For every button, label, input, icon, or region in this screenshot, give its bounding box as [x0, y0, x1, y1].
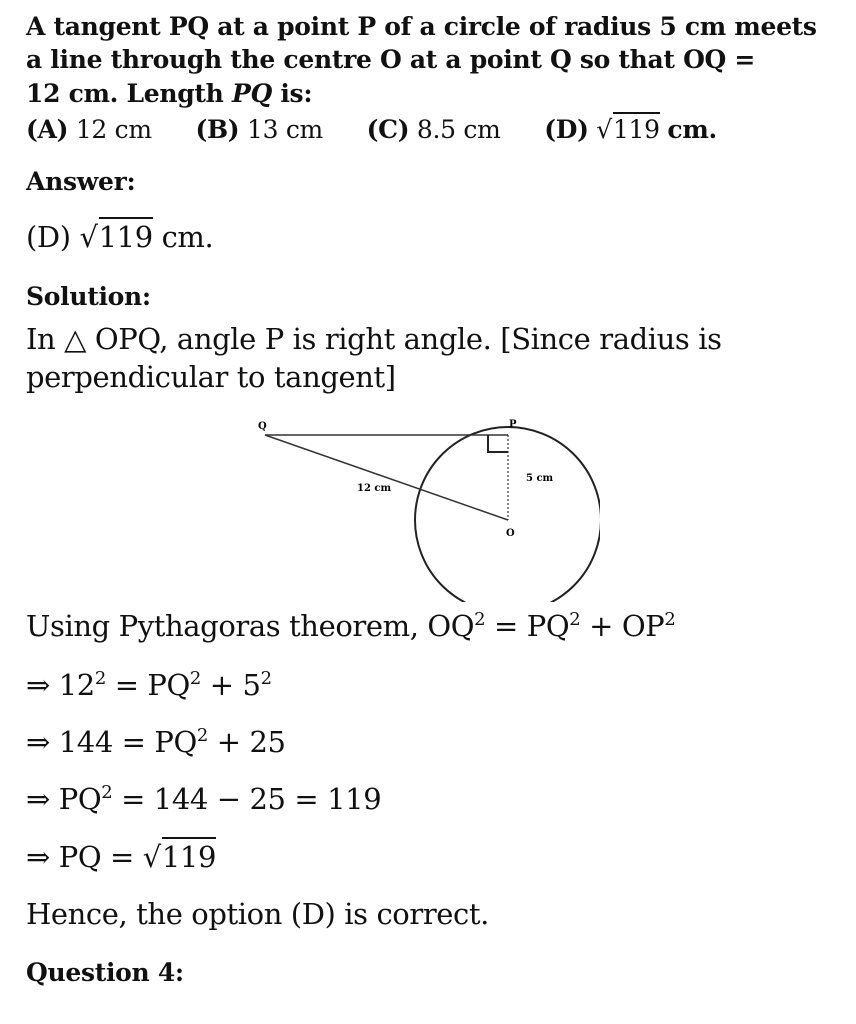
step-2-a: 12 — [58, 668, 95, 702]
conclusion: Hence, the option (D) is correct. — [26, 897, 489, 931]
step-3-pq: PQ — [154, 725, 197, 759]
exponent: 2 — [94, 667, 106, 689]
option-d-radical — [596, 115, 659, 144]
question-line-2: a line through the centre O at a point Q so that OQ = — [26, 45, 756, 74]
step-5 — [26, 840, 216, 874]
option-c-label: (C) — [366, 115, 410, 144]
exponent: 2 — [260, 667, 272, 689]
step-4-rest: = 144 − 25 = 119 — [112, 782, 382, 816]
step-1-pq: PQ — [526, 609, 570, 643]
step-4 — [26, 782, 381, 816]
step-5-sqrt-symbol: √ — [142, 840, 161, 874]
label-radius: 5 cm — [526, 473, 554, 484]
exponent: 2 — [569, 608, 581, 630]
implies-arrow: ⇒ — [26, 782, 59, 816]
label-o: O — [506, 528, 515, 539]
answer-radical — [80, 220, 153, 254]
option-b-text: 13 cm — [246, 115, 323, 144]
step-1-prefix: Using Pythagoras theorem, — [26, 609, 428, 643]
question-line-3-suffix: is: — [271, 79, 313, 108]
line-oq — [265, 435, 508, 520]
step-2-eq: = — [105, 668, 148, 702]
question-line-1: A tangent PQ at a point P of a circle of radius 5 cm meets — [26, 12, 817, 41]
step-2 — [26, 668, 272, 702]
solution-heading: Solution: — [26, 282, 151, 311]
option-d — [544, 115, 717, 144]
step-4-pq: PQ — [58, 782, 102, 816]
step-2-plus: + — [200, 668, 243, 702]
step-1-op: OP — [621, 609, 665, 643]
step-1-plus: + — [580, 609, 622, 643]
circle — [415, 427, 600, 602]
step-2-c: 5 — [242, 668, 261, 702]
option-c-text: 8.5 cm — [416, 115, 501, 144]
implies-arrow: ⇒ — [26, 668, 59, 702]
question-var-pq: PQ — [231, 79, 272, 108]
option-a-label: (A) — [26, 115, 69, 144]
option-a-text: 12 cm — [75, 115, 152, 144]
step-3-rest: + 25 — [207, 725, 286, 759]
question-line-3 — [26, 79, 312, 108]
exponent: 2 — [101, 781, 113, 803]
option-d-unit: cm. — [667, 115, 717, 144]
step-pythagoras — [26, 609, 675, 643]
answer-unit: cm. — [161, 220, 214, 254]
label-q: Q — [258, 421, 267, 432]
answer-sqrt-symbol: √ — [79, 220, 98, 254]
exponent: 2 — [196, 724, 208, 746]
exponent: 2 — [474, 608, 486, 630]
answer-value — [26, 220, 213, 254]
question-line-3-prefix: 12 cm. Length — [26, 79, 232, 108]
solution-text-line-1: In △ OPQ, angle P is right angle. [Since radius is — [26, 322, 722, 356]
exponent: 2 — [664, 608, 676, 630]
step-1-oq: OQ — [427, 609, 475, 643]
answer-label: (D) — [26, 220, 71, 254]
step-2-pq: PQ — [147, 668, 190, 702]
solution-text-line-2: perpendicular to tangent] — [26, 360, 396, 394]
step-5-radical — [143, 840, 216, 874]
step-5-prefix: ⇒ PQ = — [26, 840, 143, 874]
option-c — [367, 115, 501, 144]
exponent: 2 — [189, 667, 201, 689]
options-row — [26, 115, 717, 144]
step-1-eq: = — [485, 609, 527, 643]
right-angle-mark — [488, 435, 508, 452]
option-a — [26, 115, 152, 144]
step-5-radicand: 119 — [162, 837, 216, 874]
option-b-label: (B) — [195, 115, 240, 144]
option-d-sqrt-symbol: √ — [596, 115, 612, 144]
step-3 — [26, 725, 286, 759]
answer-radicand: 119 — [99, 217, 153, 254]
option-b — [195, 115, 323, 144]
label-p: P — [509, 419, 517, 430]
label-hypotenuse: 12 cm — [357, 483, 392, 494]
option-d-label: (D) — [544, 115, 589, 144]
next-question-heading: Question 4: — [26, 958, 184, 987]
tangent-circle-diagram — [240, 410, 600, 602]
option-d-radicand: 119 — [613, 112, 660, 144]
step-3-prefix: ⇒ 144 = — [26, 725, 155, 759]
answer-heading: Answer: — [26, 167, 136, 196]
